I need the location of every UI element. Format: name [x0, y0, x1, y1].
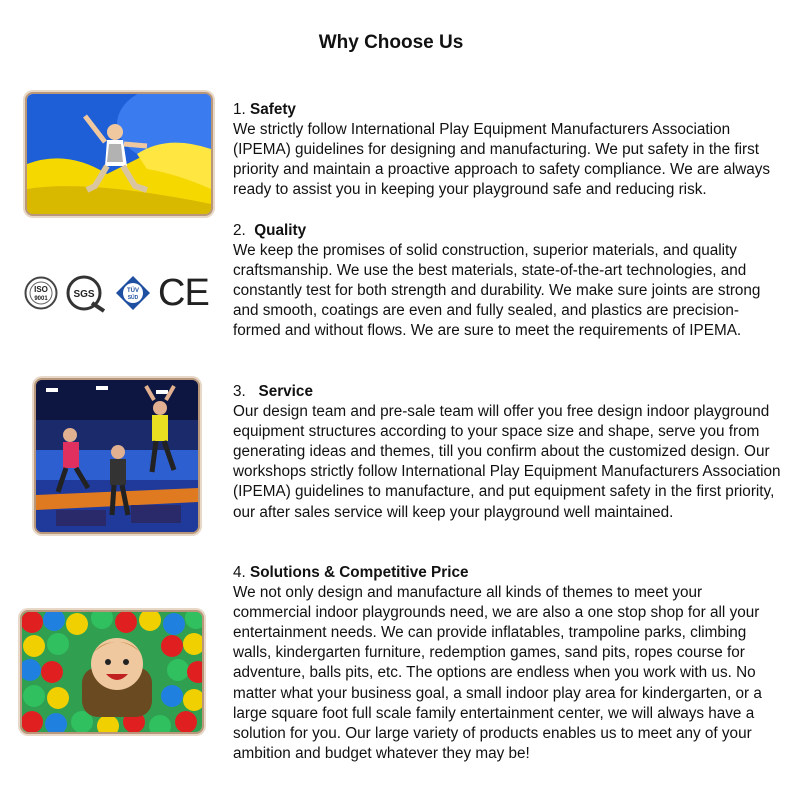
inflatable-photo	[27, 94, 211, 214]
certification-logos	[24, 272, 209, 314]
section-safety	[233, 100, 783, 200]
svg-text:TÜV: TÜV	[127, 288, 139, 294]
trampoline-park-photo	[36, 380, 198, 532]
section-body: Our design team and pre-sale team will offer you free design indoor playground equipment structures according to your space size and shape, serve you from generating ideas and themes, till you confirm about the customized design. Our workshops strictly follow International Play Equipment Manufacturers Association (IPEMA) guidelines to manufacture, and put equipment safety in the first priority, our after sales service will keep your playground well maintained.	[233, 403, 781, 521]
svg-text:SGS: SGS	[73, 289, 95, 300]
section-service	[233, 382, 783, 523]
page-title: Why Choose Us	[318, 32, 464, 53]
section-heading: 1. Safety	[233, 101, 296, 118]
sgs-icon	[64, 273, 108, 313]
ce-mark-icon: CE	[158, 271, 209, 314]
section-body: We keep the promises of solid construction, superior materials, and quality craftsmanship. We use the best materials, state-of-the-art technologies, and constantly test for both strength and durability. We make sure joints are strong and smooth, coatings are even and fully sealed, and plastics are precision-formed and without flows. We are sure to meet the requirements of IPEMA.	[233, 242, 761, 340]
section-heading: 2. Quality	[233, 222, 307, 239]
ball-pit-photo	[22, 612, 202, 732]
section-solutions-price	[233, 563, 783, 764]
svg-text:SÜD: SÜD	[127, 295, 139, 301]
tuv-icon	[114, 274, 152, 312]
section-quality	[233, 221, 783, 342]
svg-text:ISO: ISO	[34, 285, 48, 294]
section-body: We strictly follow International Play Equipment Manufacturers Association (IPEMA) guidelines for designing and manufacturing. We put safety in the first priority and maintain a proactive approach to safety compliance. We are always ready to assist you in keeping your playground safe and reducing risk.	[233, 121, 771, 199]
section-heading: 4. Solutions & Competitive Price	[233, 564, 469, 581]
iso-9001-icon	[24, 276, 58, 310]
section-body: We not only design and manufacture all kinds of themes to meet your commercial indoor playgrounds need, we are also a one stop shop for all your entertainment needs. We can provide inflatables, trampoline parks, climbing walls, kindergarten furniture, redemption games, sand pits, ropes course for adventure, balls pits, etc. The options are endless when you work with us. No matter what your business goal, a small indoor play area for kindergarten, or a large square foot full scale family entertainment center, we will always have a solution for you. Our large variety of products enables us to meet any of your ambition and budget whatever they may be!	[233, 584, 762, 762]
section-heading: 3. Service	[233, 383, 313, 400]
svg-text:9001: 9001	[34, 296, 48, 302]
